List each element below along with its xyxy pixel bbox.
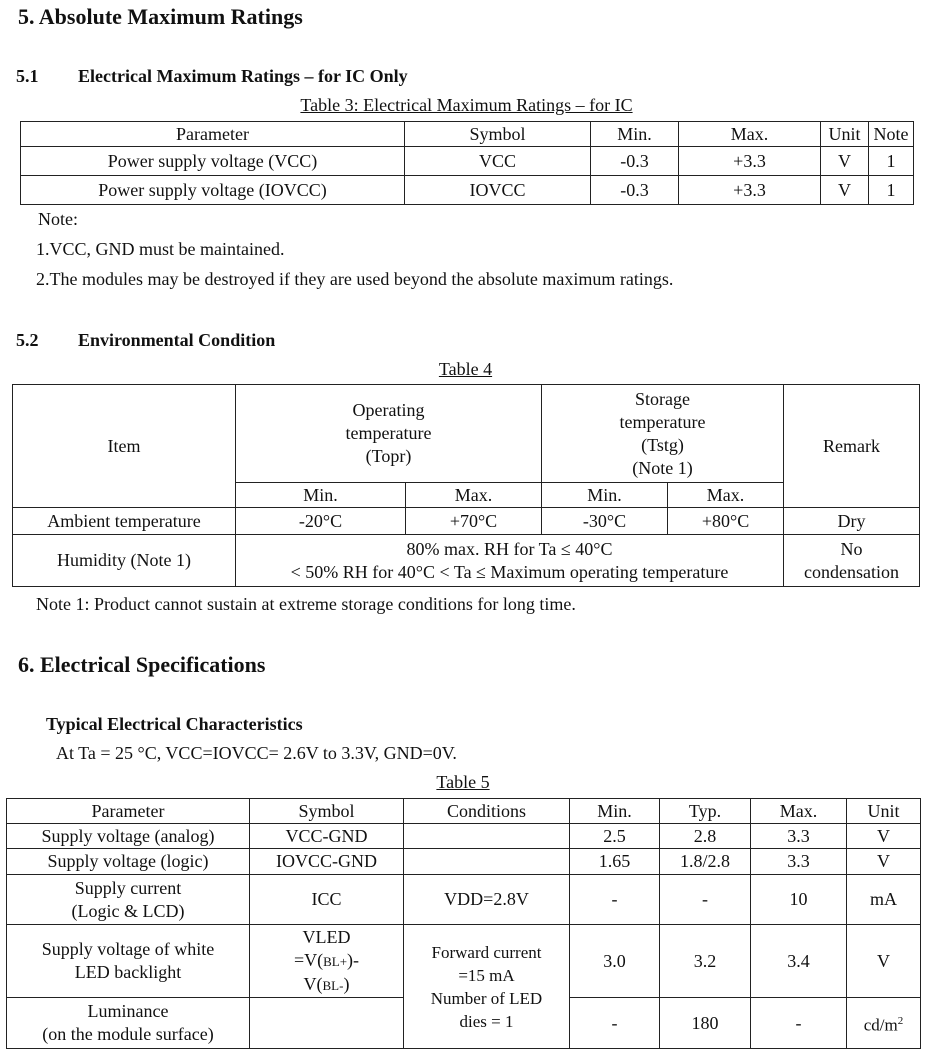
cell-line: dies = 1 (459, 1011, 514, 1031)
section-6-subtitle: Typical Electrical Characteristics (46, 714, 303, 734)
cell-line: Supply voltage of white (41, 939, 215, 959)
table-cell: mA (847, 875, 921, 925)
cell-line (252, 949, 401, 973)
table4-header-op-min: Min. (236, 483, 406, 508)
table-cell: V (821, 147, 869, 176)
table-row (21, 176, 914, 205)
unit-superscript: 2 (897, 1014, 904, 1027)
table-cell: 180 (660, 998, 751, 1049)
table-row (7, 849, 921, 875)
table3-header-unit: Unit (821, 122, 869, 147)
table4-header-item: Item (13, 385, 236, 508)
table-cell: - (570, 998, 660, 1049)
table4-caption: Table 4 (438, 359, 493, 379)
cell-line: VLED (302, 926, 351, 947)
section-5-1-number: 5.1 (16, 66, 39, 86)
section-5-1-title: Electrical Maximum Ratings – for IC Only (78, 66, 408, 86)
table-cell: 3.3 (751, 849, 847, 875)
table-cell: Power supply voltage (IOVCC) (21, 176, 405, 205)
table5-header-unit: Unit (847, 799, 921, 824)
table4-header-op-max: Max. (406, 483, 542, 508)
table4-header-st-max: Max. (668, 483, 784, 508)
section-5-2-number: 5.2 (16, 330, 39, 350)
table-cell: 1.8/2.8 (660, 849, 751, 875)
table-cell: - (660, 875, 751, 925)
table5-header-max: Max. (751, 799, 847, 824)
cell-line: No (840, 538, 863, 559)
section-6-title: 6. Electrical Specifications (18, 652, 266, 677)
cell-line: condensation (804, 561, 900, 582)
cell-line: Operating (352, 400, 425, 420)
table-row (13, 508, 920, 535)
table-cell (7, 875, 250, 925)
table-cell: 3.3 (751, 824, 847, 849)
table-cell: Dry (784, 508, 920, 535)
cell-line: < 50% RH for 40°C < Ta ≤ Maximum operating temperature (290, 561, 729, 582)
table-cell: +3.3 (679, 147, 821, 176)
cell-line (252, 973, 401, 997)
table3 (20, 121, 914, 205)
symbol-part: V( (303, 973, 323, 994)
table-row (21, 147, 914, 176)
table-cell: +70°C (406, 508, 542, 535)
unit-text: cd/m (863, 1015, 898, 1035)
table-cell: 3.0 (570, 925, 660, 998)
table-cell (236, 535, 784, 587)
cell-line: temperature (619, 411, 706, 432)
table4 (12, 384, 920, 587)
table5-header-parameter: Parameter (7, 799, 250, 824)
table-cell: 2.5 (570, 824, 660, 849)
table-cell: 1 (869, 176, 914, 205)
table-cell: - (751, 998, 847, 1049)
section-6-conditions: At Ta = 25 °C, VCC=IOVCC= 2.6V to 3.3V, GND=0V. (56, 743, 457, 763)
table-cell (250, 925, 404, 998)
cell-line: (Note 1) (632, 457, 693, 478)
table-cell: V (847, 925, 921, 998)
cell-line: Forward current (431, 942, 542, 962)
symbol-part: )- (347, 949, 360, 970)
table4-header-storage (542, 385, 784, 483)
table3-header-parameter: Parameter (21, 122, 405, 147)
table-cell: VCC-GND (250, 824, 404, 849)
table-cell: -0.3 (591, 176, 679, 205)
table-cell: - (570, 875, 660, 925)
note-2: 2.The modules may be destroyed if they are used beyond the absolute maximum ratings. (36, 269, 674, 289)
table-cell: VDD=2.8V (404, 875, 570, 925)
table-cell: V (821, 176, 869, 205)
table-cell: 2.8 (660, 824, 751, 849)
cell-line: (on the module surface) (42, 1024, 214, 1044)
cell-line: Storage (635, 388, 691, 409)
symbol-subscript: BL+ (323, 953, 348, 969)
table-cell: 10 (751, 875, 847, 925)
table3-header-note: Note (869, 122, 914, 147)
table4-header-remark: Remark (784, 385, 920, 508)
table5-header-symbol: Symbol (250, 799, 404, 824)
cell-line: (Topr) (365, 446, 412, 466)
table-cell: Supply voltage (logic) (7, 849, 250, 875)
table-cell: +80°C (668, 508, 784, 535)
symbol-part: =V( (293, 949, 324, 970)
table5-header-typ: Typ. (660, 799, 751, 824)
table5 (6, 798, 921, 1049)
cell-line: (Tstg) (641, 434, 684, 455)
section-5-title: 5. Absolute Maximum Ratings (18, 4, 303, 29)
cell-line: temperature (345, 423, 432, 443)
table-cell: VCC (405, 147, 591, 176)
cell-line: Luminance (87, 1001, 169, 1021)
table-row (7, 824, 921, 849)
table4-note: Note 1: Product cannot sustain at extreme storage conditions for long time. (36, 594, 576, 614)
note-1: 1.VCC, GND must be maintained. (36, 239, 285, 259)
table-cell (250, 998, 404, 1049)
table3-header-min: Min. (591, 122, 679, 147)
table-row (13, 535, 920, 587)
table-cell: 3.2 (660, 925, 751, 998)
table-cell: +3.3 (679, 176, 821, 205)
table-row (7, 875, 921, 925)
table-cell (7, 925, 250, 998)
table-cell: 1.65 (570, 849, 660, 875)
table4-header-operating (236, 385, 542, 483)
table-cell: Supply voltage (analog) (7, 824, 250, 849)
cell-line: =15 mA (458, 965, 515, 985)
table-cell: -0.3 (591, 147, 679, 176)
table-cell (404, 824, 570, 849)
table-cell: 3.4 (751, 925, 847, 998)
table5-caption: Table 5 (436, 772, 490, 792)
table-cell (404, 849, 570, 875)
symbol-part: ) (343, 973, 350, 994)
cell-line: Number of LED (430, 988, 543, 1008)
cell-line: 80% max. RH for Ta ≤ 40°C (406, 538, 613, 559)
table-cell (784, 535, 920, 587)
table-cell: IOVCC (405, 176, 591, 205)
symbol-subscript: BL- (322, 977, 344, 993)
cell-line: (Logic & LCD) (71, 900, 185, 921)
cell-line: Supply current (74, 877, 182, 898)
table5-header-min: Min. (570, 799, 660, 824)
section-5-2-title: Environmental Condition (78, 330, 276, 350)
table4-header-st-min: Min. (542, 483, 668, 508)
table3-header-max: Max. (679, 122, 821, 147)
table-cell: Power supply voltage (VCC) (21, 147, 405, 176)
table-cell (7, 998, 250, 1049)
table-cell: -20°C (236, 508, 406, 535)
table5-header-conditions: Conditions (404, 799, 570, 824)
table3-header-symbol: Symbol (405, 122, 591, 147)
table-cell (847, 998, 921, 1049)
table-cell: 1 (869, 147, 914, 176)
table-row (7, 925, 921, 998)
table3-caption: Table 3: Electrical Maximum Ratings – for IC (300, 95, 633, 115)
note-label: Note: (38, 209, 78, 229)
cell-line: LED backlight (74, 962, 182, 982)
table-cell: -30°C (542, 508, 668, 535)
table-cell: Humidity (Note 1) (13, 535, 236, 587)
table-cell: V (847, 849, 921, 875)
table-cell: V (847, 824, 921, 849)
table-cell: ICC (250, 875, 404, 925)
table-cell-merged-conditions (404, 925, 570, 1049)
table-cell: Ambient temperature (13, 508, 236, 535)
table-cell: IOVCC-GND (250, 849, 404, 875)
